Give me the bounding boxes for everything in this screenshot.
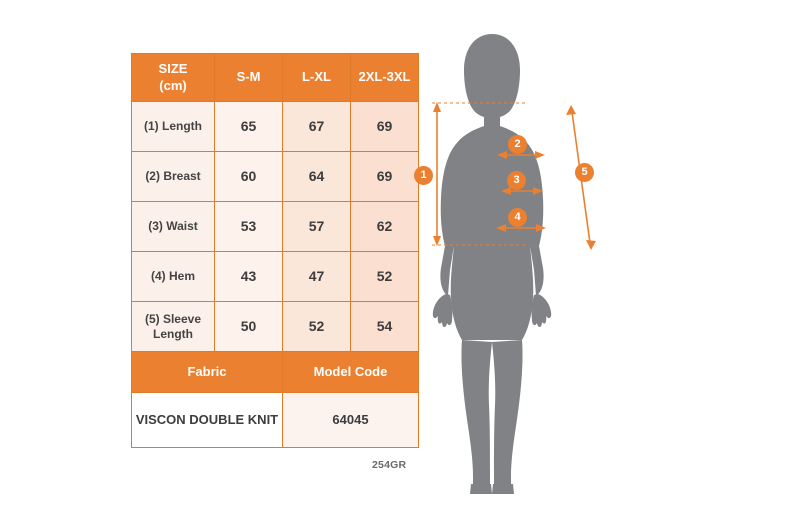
table-footer-header-row [132,352,419,393]
cell-breast-l-xl: 64 [283,152,351,202]
cell-waist-l-xl: 57 [283,202,351,252]
cell-sleeve-l-xl: 52 [283,302,351,352]
size-header-line2: (cm) [159,77,187,93]
footer-value-fabric: VISCON DOUBLE KNIT [132,393,283,448]
row-label-hem: (4) Hem [132,252,215,302]
cell-sleeve-2xl-3xl: 54 [351,302,419,352]
row-label-waist: (3) Waist [132,202,215,252]
cell-length-l-xl: 67 [283,102,351,152]
arrow-length [433,102,441,246]
column-header-l-xl: L-XL [283,54,351,102]
footer-header-fabric: Fabric [132,352,283,393]
row-label-breast: (2) Breast [132,152,215,202]
column-header-size [132,54,215,102]
cell-waist-2xl-3xl: 62 [351,202,419,252]
mannequin-diagram [420,20,780,500]
column-header-2xl-3xl: 2XL-3XL [351,54,419,102]
table-row [132,152,419,202]
table-row [132,102,419,152]
table-row [132,252,419,302]
row-label-sleeve-length: (5) Sleeve Length [132,302,215,352]
size-header-line1: SIZE [158,61,188,77]
table-body [132,102,419,448]
cell-breast-s-m: 60 [215,152,283,202]
table-footer-value-row [132,393,419,448]
row-label-length: (1) Length [132,102,215,152]
size-chart-table [131,53,419,448]
cell-sleeve-s-m: 50 [215,302,283,352]
figure-svg [420,20,780,500]
badge-hem: 4 [508,208,527,227]
cell-length-s-m: 65 [215,102,283,152]
fabric-weight-note: 254GR [372,459,407,471]
cell-hem-s-m: 43 [215,252,283,302]
table-header-row [132,54,419,102]
table-row [132,202,419,252]
footer-header-model-code: Model Code [283,352,419,393]
cell-length-2xl-3xl: 69 [351,102,419,152]
footer-value-model-code: 64045 [283,393,419,448]
badge-length: 1 [414,166,433,185]
table-header [132,54,419,102]
cell-hem-l-xl: 47 [283,252,351,302]
badge-breast: 2 [508,135,527,154]
table-row [132,302,419,352]
badge-waist: 3 [507,171,526,190]
cell-hem-2xl-3xl: 52 [351,252,419,302]
badge-sleeve-length: 5 [575,163,594,182]
cell-breast-2xl-3xl: 69 [351,152,419,202]
column-header-s-m: S-M [215,54,283,102]
cell-waist-s-m: 53 [215,202,283,252]
